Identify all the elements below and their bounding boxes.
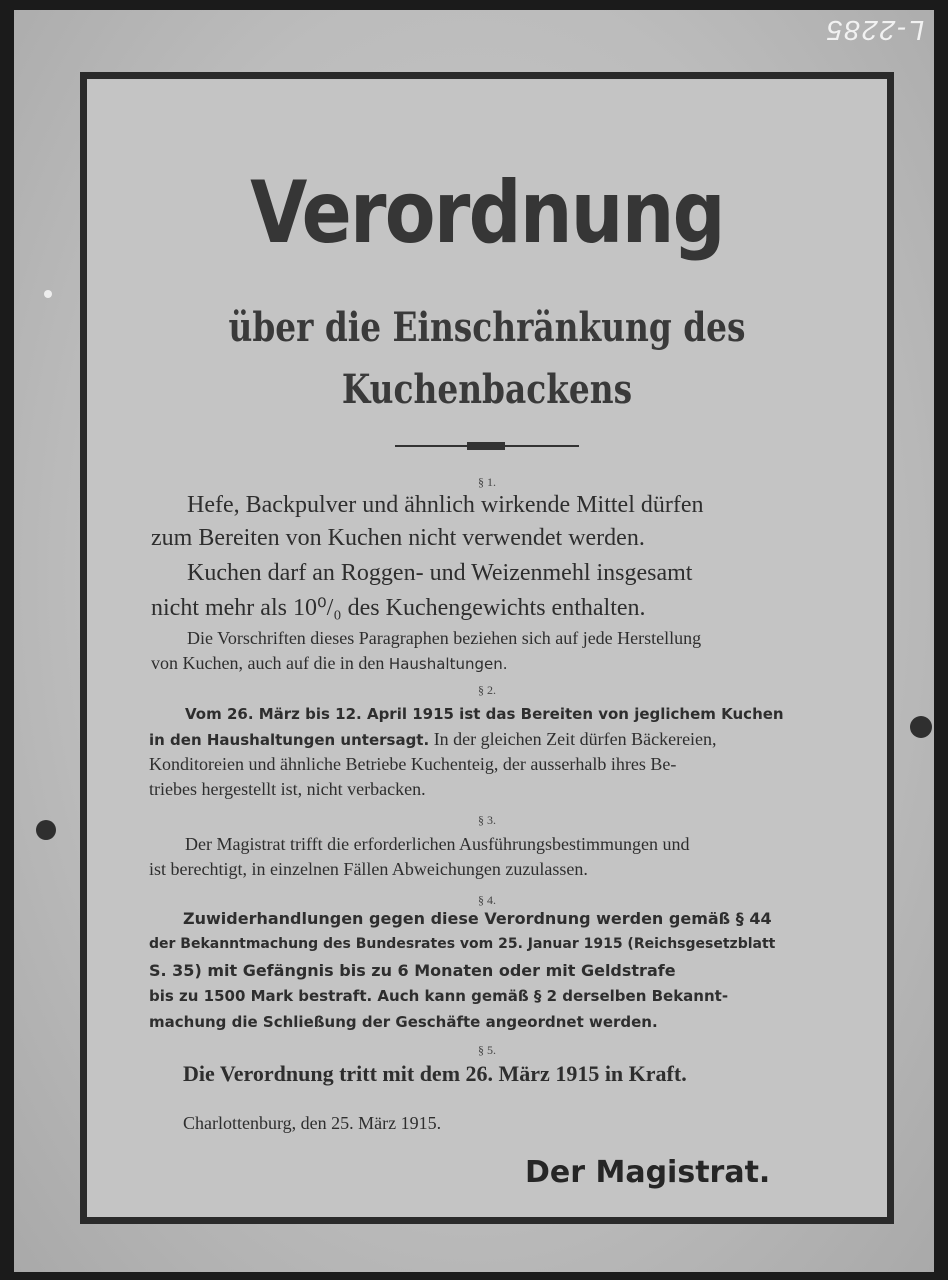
place-date: Charlottenburg, den 25. März 1915. [183,1113,442,1133]
divider-ornament [467,442,505,450]
section-1-line-4: nicht mehr als 10⁰/₀ des Kuchengewichts enthalten. [151,595,646,621]
section-3-line-2: ist berechtigt, in einzelnen Fällen Abweichungen zuzulassen. [149,859,588,879]
section-1-mark: § 1. [478,475,496,489]
section-5-line-1: Die Verordnung tritt mit dem 26. März 1915 in Kraft. [183,1061,687,1086]
section-2-line-1: Vom 26. März bis 12. April 1915 ist das Bereiten von jeglichem Kuchen [185,705,784,723]
poster-title: Verordnung [250,163,724,263]
pin-left-mid [36,820,56,840]
section-1-line-6b: Haushaltungen. [388,655,508,673]
section-1-line-6 [151,653,508,674]
section-4-mark: § 4. [478,893,496,907]
pin-left-top [44,290,52,298]
section-2-line-2b: In der gleichen Zeit dürfen Bäckereien, [429,729,717,749]
plate-number: L-2285 [824,15,924,46]
photo-plate [14,10,934,1272]
section-1-line-3: Kuchen darf an Roggen- und Weizenmehl insgesamt [187,560,693,586]
section-2-line-3: Konditoreien und ähnliche Betriebe Kuchenteig, der ausserhalb ihres Be- [149,754,677,774]
section-3-line-1: Der Magistrat trifft die erforderlichen Ausführungsbestimmungen und [185,834,690,854]
subtitle-line-1: über die Einschränkung des [228,304,746,351]
section-3-mark: § 3. [478,813,496,827]
subtitle-line-2: Kuchenbackens [341,366,633,413]
section-2-line-2a: in den Haushaltungen untersagt. [149,731,430,749]
section-4-line-4: bis zu 1500 Mark bestraft. Auch kann gemäß § 2 derselben Bekannt- [149,987,729,1005]
poster-frame [80,72,894,1224]
section-2-line-2 [149,729,717,750]
section-4-line-2: der Bekanntmachung des Bundesrates vom 25. Januar 1915 (Reichsgesetzblatt [149,936,776,952]
signature: Der Magistrat. [525,1155,771,1190]
section-2-mark: § 2. [478,683,496,697]
section-2-line-4: triebes hergestellt ist, nicht verbacken. [149,779,426,799]
section-1-line-6a: von Kuchen, auch auf die in den [151,653,389,673]
section-4-line-5: machung die Schließung der Geschäfte angeordnet werden. [149,1013,658,1031]
section-1-line-2: zum Bereiten von Kuchen nicht verwendet werden. [151,525,645,551]
section-5-mark: § 5. [478,1043,496,1057]
section-4-line-1: Zuwiderhandlungen gegen diese Verordnung werden gemäß § 44 [183,909,772,928]
poster-subtitle [159,297,815,421]
pin-right-mid [910,716,932,738]
section-4-line-3: S. 35) mit Gefängnis bis zu 6 Monaten oder mit Geldstrafe [149,961,676,980]
section-1-line-1: Hefe, Backpulver und ähnlich wirkende Mittel dürfen [187,492,704,518]
section-1-line-5: Die Vorschriften dieses Paragraphen beziehen sich auf jede Herstellung [187,628,702,648]
